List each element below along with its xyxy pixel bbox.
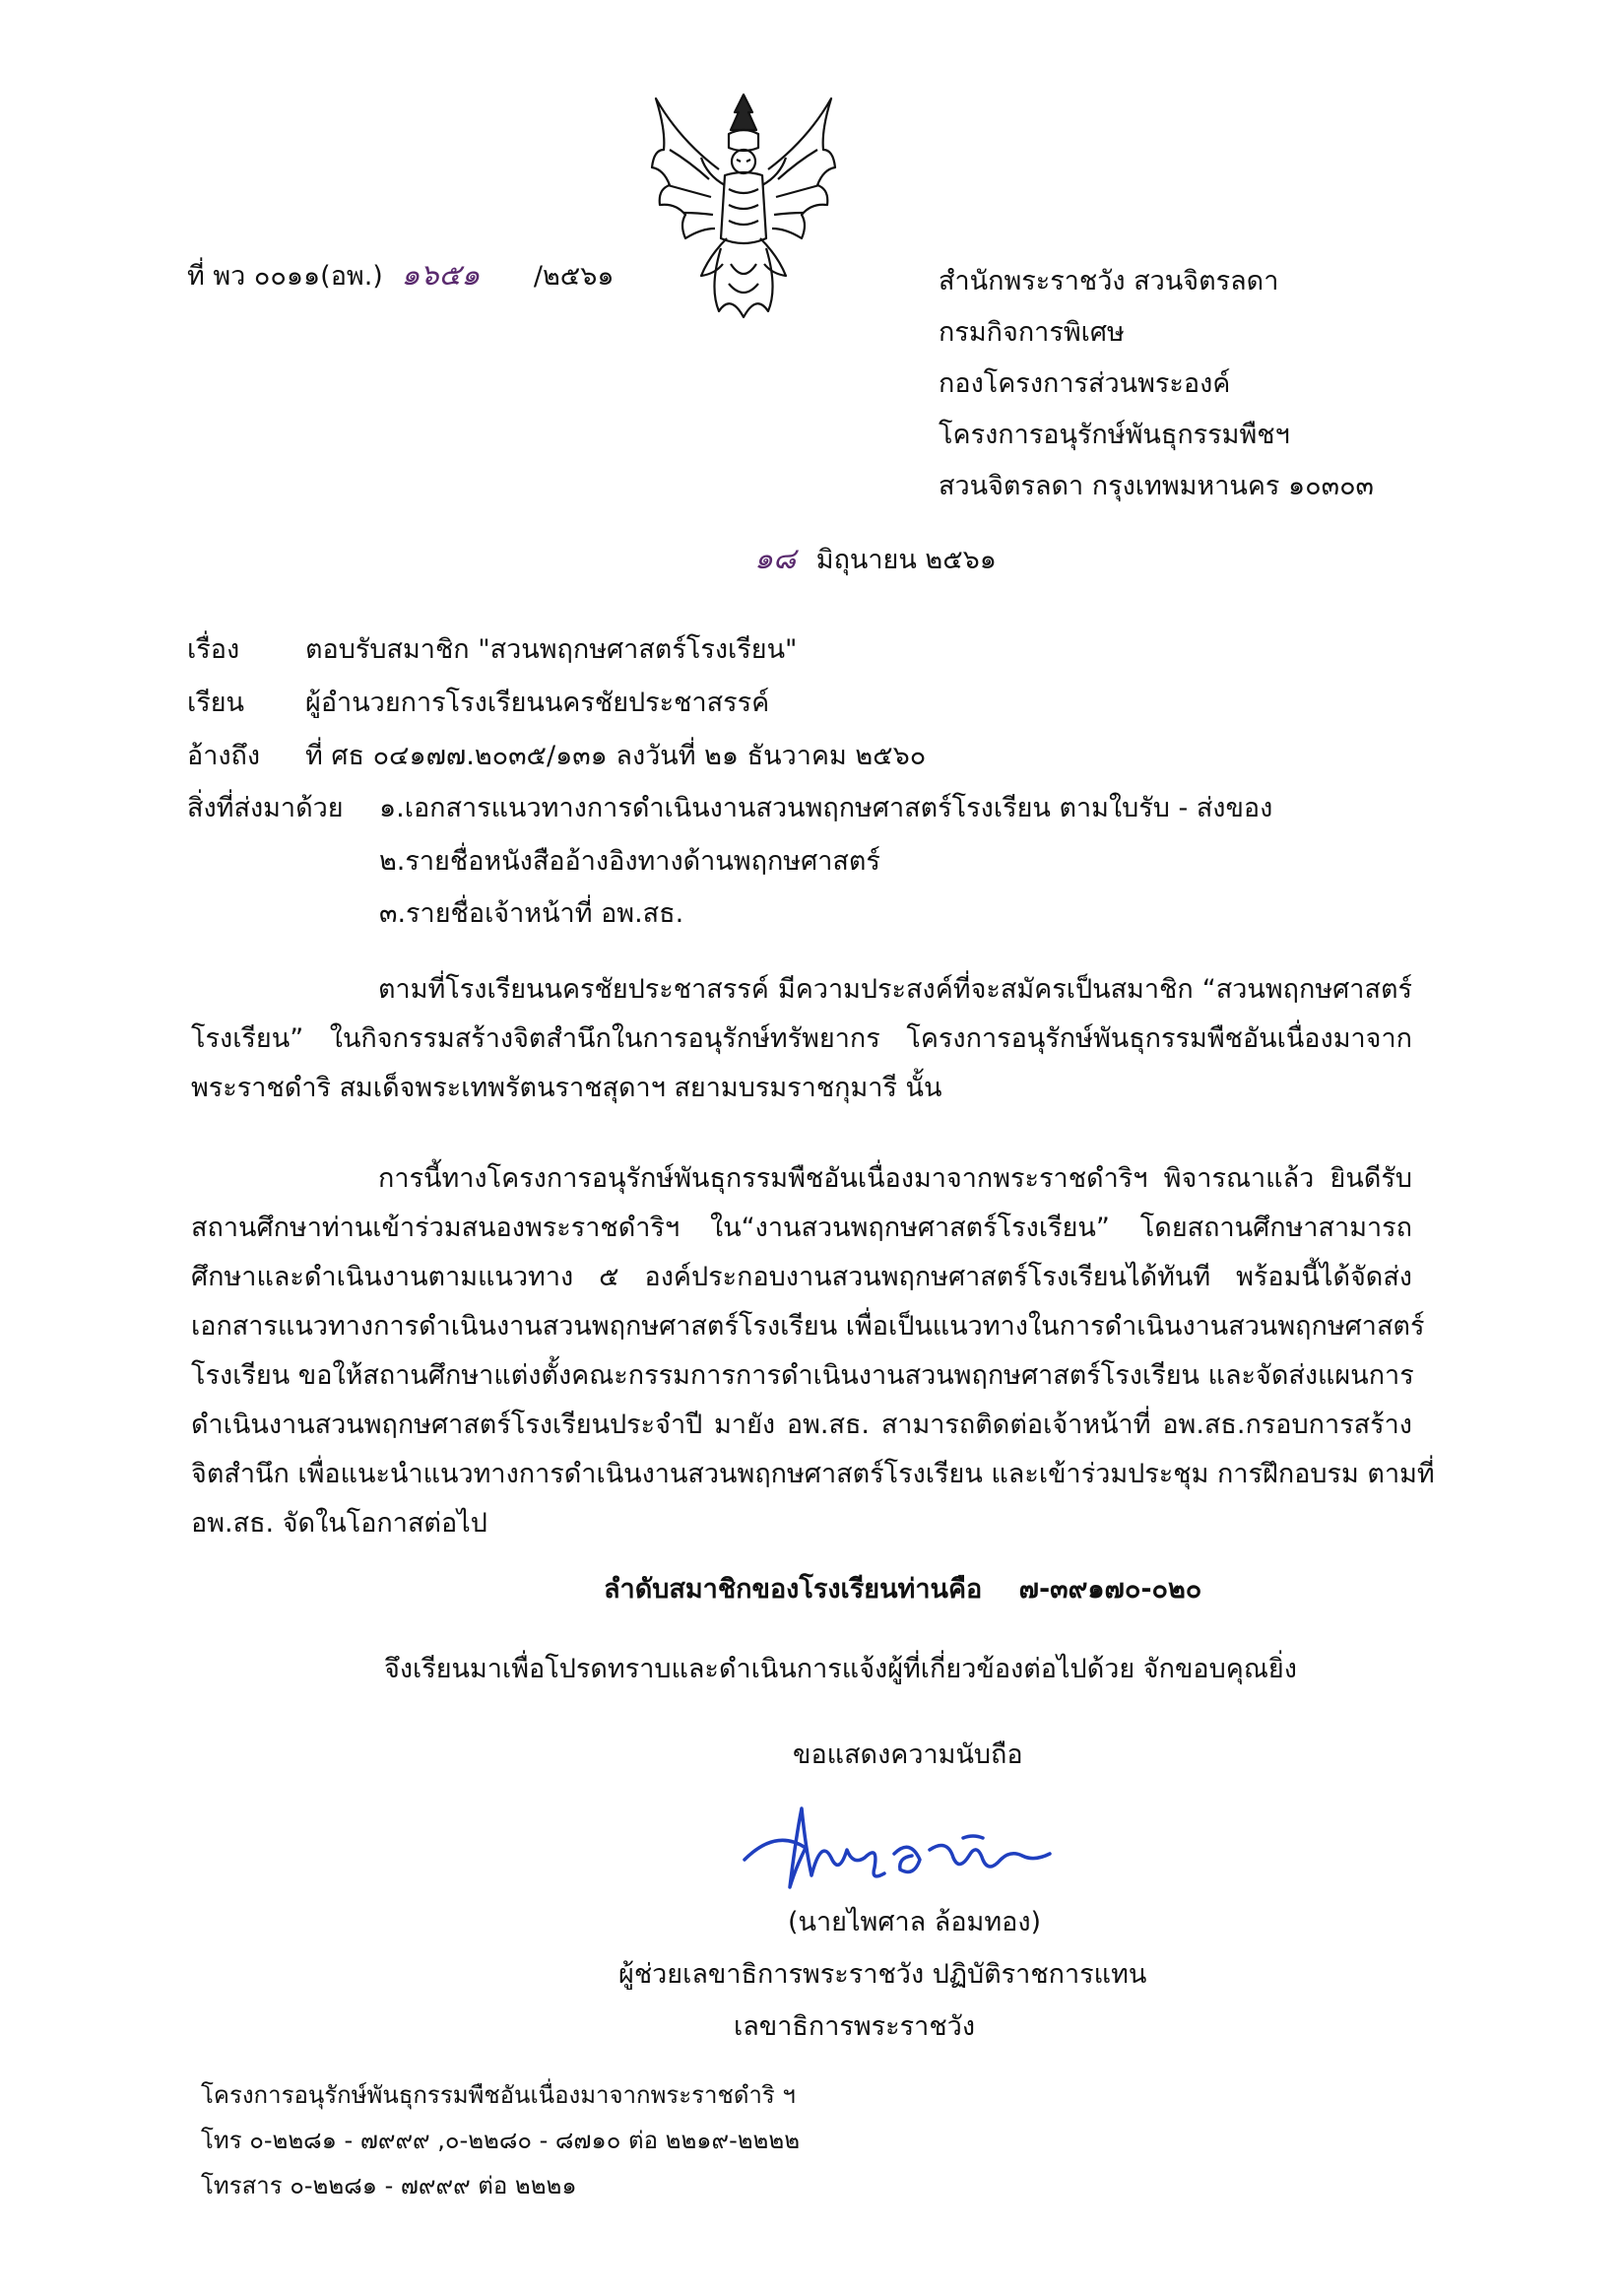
signatory-position-2: เลขาธิการพระราชวัง [734, 2011, 976, 2042]
paragraph-line: พระราชดำริ สมเด็จพระเทพรัตนราชสุดาฯ สยามบรมราชกุมารี นั้น [191, 1073, 942, 1103]
paragraph-1 [191, 965, 1412, 1113]
footer-org: โครงการอนุรักษ์พันธุกรรมพืชอันเนื่องมาจากพระราชดำริ ฯ [201, 2081, 796, 2109]
sender-line: กรมกิจการพิเศษ [939, 317, 1125, 348]
paragraph-line: โรงเรียน ขอให้สถานศึกษาแต่งตั้งคณะกรรมการการดำเนินงานสวนพฤกษศาสตร์โรงเรียน และจัดส่งแผนการ [191, 1360, 1414, 1391]
footer-contact [201, 2072, 800, 2208]
member-number: ๗-๓๙๑๗๐-๐๒๐ [1018, 1574, 1202, 1605]
paragraph-line: เอกสารแนวทางการดำเนินงานสวนพฤกษศาสตร์โรงเรียน เพื่อเป็นแนวทางในการดำเนินงานสวนพฤกษศาสตร์ [191, 1311, 1425, 1342]
member-label: ลำดับสมาชิกของโรงเรียนท่านคือ [604, 1574, 983, 1605]
subject-value: ตอบรับสมาชิก "สวนพฤกษศาสตร์โรงเรียน" [305, 634, 798, 665]
letter-date [754, 540, 997, 580]
paragraph-line: การนี้ทางโครงการอนุรักษ์พันธุกรรมพืชอันเนื่องมาจากพระราชดำริฯ พิจารณาแล้ว ยินดีรับ [378, 1163, 1412, 1194]
signatory-position: ผู้ช่วยเลขาธิการพระราชวัง ปฏิบัติราชการแทน [618, 1959, 1147, 1990]
enclosure-item: ๓.รายชื่อเจ้าหน้าที่ อพ.สธ. [379, 898, 684, 929]
closing-line: จึงเรียนมาเพื่อโปรดทราบและดำเนินการแจ้งผู้ที่เกี่ยวข้องต่อไปด้วย จักขอบคุณยิ่ง [384, 1654, 1297, 1684]
paragraph-2 [191, 1154, 1435, 1548]
reference-number-handwritten: ๑๖๕๑ [401, 258, 481, 293]
sender-line: กองโครงการส่วนพระองค์ [939, 368, 1231, 399]
paragraph-line: สถานศึกษาท่านเข้าร่วมสนองพระราชดำริฯ ใน“งานสวนพฤกษศาสตร์โรงเรียน” โดยสถานศึกษาสามารถ [191, 1213, 1412, 1243]
garuda-emblem-icon [650, 91, 837, 319]
to-label: เรียน [187, 688, 245, 718]
reference-label: อ้างถึง [187, 741, 261, 771]
reference-number-line [187, 256, 614, 296]
enclosure-item: ๒.รายชื่อหนังสืออ้างอิงทางด้านพฤกษศาสตร์ [379, 846, 880, 877]
reference-prefix: ที่ พว ๐๐๑๑(อพ.) [187, 261, 383, 292]
enclosure-label: สิ่งที่ส่งมาด้วย [187, 793, 344, 823]
footer-fax: โทรสาร ๐-๒๒๘๑ - ๗๙๙๙ ต่อ ๒๒๒๑ [201, 2172, 577, 2199]
sender-line: สำนักพระราชวัง สวนจิตรลดา [939, 266, 1279, 296]
handwritten-signature [737, 1799, 1062, 1907]
sender-address [939, 256, 1374, 512]
paragraph-line: ดำเนินงานสวนพฤกษศาสตร์โรงเรียนประจำปี มายัง อพ.สธ. สามารถติดต่อเจ้าหน้าที่ อพ.สธ.กรอบการสร้าง [191, 1410, 1412, 1440]
member-number-line [604, 1570, 1201, 1609]
date-month-year: มิถุนายน ๒๕๖๑ [815, 545, 997, 575]
date-day-handwritten: ๑๘ [754, 542, 797, 576]
paragraph-line: ตามที่โรงเรียนนครชัยประชาสรรค์ มีความประสงค์ที่จะสมัครเป็นสมาชิก “สวนพฤกษศาสตร์ [378, 974, 1412, 1005]
regards-text: ขอแสดงความนับถือ [793, 1739, 1023, 1770]
paragraph-line: จิตสำนึก เพื่อแนะนำแนวทางการดำเนินงานสวนพฤกษศาสตร์โรงเรียน และเข้าร่วมประชุม การฝึกอบรม ตามที่ [191, 1459, 1435, 1489]
paragraph-line: ศึกษาและดำเนินงานตามแนวทาง ๕ องค์ประกอบงานสวนพฤกษศาสตร์โรงเรียนได้ทันที พร้อมนี้ได้จัดส่ง [191, 1262, 1412, 1292]
reference-value: ที่ ศธ ๐๔๑๗๗.๒๐๓๕/๑๓๑ ลงวันที่ ๒๑ ธันวาคม ๒๕๖๐ [305, 741, 927, 771]
signatory-name: (นายไพศาล ล้อมทอง) [788, 1907, 1042, 1937]
reference-year: /๒๕๖๑ [533, 261, 615, 292]
paragraph-line: โรงเรียน” ในกิจกรรมสร้างจิตสำนึกในการอนุรักษ์ทรัพยากร โครงการอนุรักษ์พันธุกรรมพืชอันเนื่องมาจาก [191, 1023, 1412, 1054]
sender-line: สวนจิตรลดา กรุงเทพมหานคร ๑๐๓๐๓ [939, 471, 1375, 501]
sender-line: โครงการอนุรักษ์พันธุกรรมพืชฯ [939, 420, 1290, 450]
footer-telephone: โทร ๐-๒๒๘๑ - ๗๙๙๙ ,๐-๒๒๘๐ - ๘๗๑๐ ต่อ ๒๒๑๙-๒๒๒๒ [201, 2127, 801, 2154]
subject-label: เรื่อง [187, 634, 240, 665]
to-value: ผู้อำนวยการโรงเรียนนครชัยประชาสรรค์ [305, 688, 770, 718]
enclosure-item: ๑.เอกสารแนวทางการดำเนินงานสวนพฤกษศาสตร์โรงเรียน ตามใบรับ - ส่งของ [379, 793, 1273, 823]
paragraph-line: อพ.สธ. จัดในโอกาสต่อไป [191, 1508, 487, 1539]
